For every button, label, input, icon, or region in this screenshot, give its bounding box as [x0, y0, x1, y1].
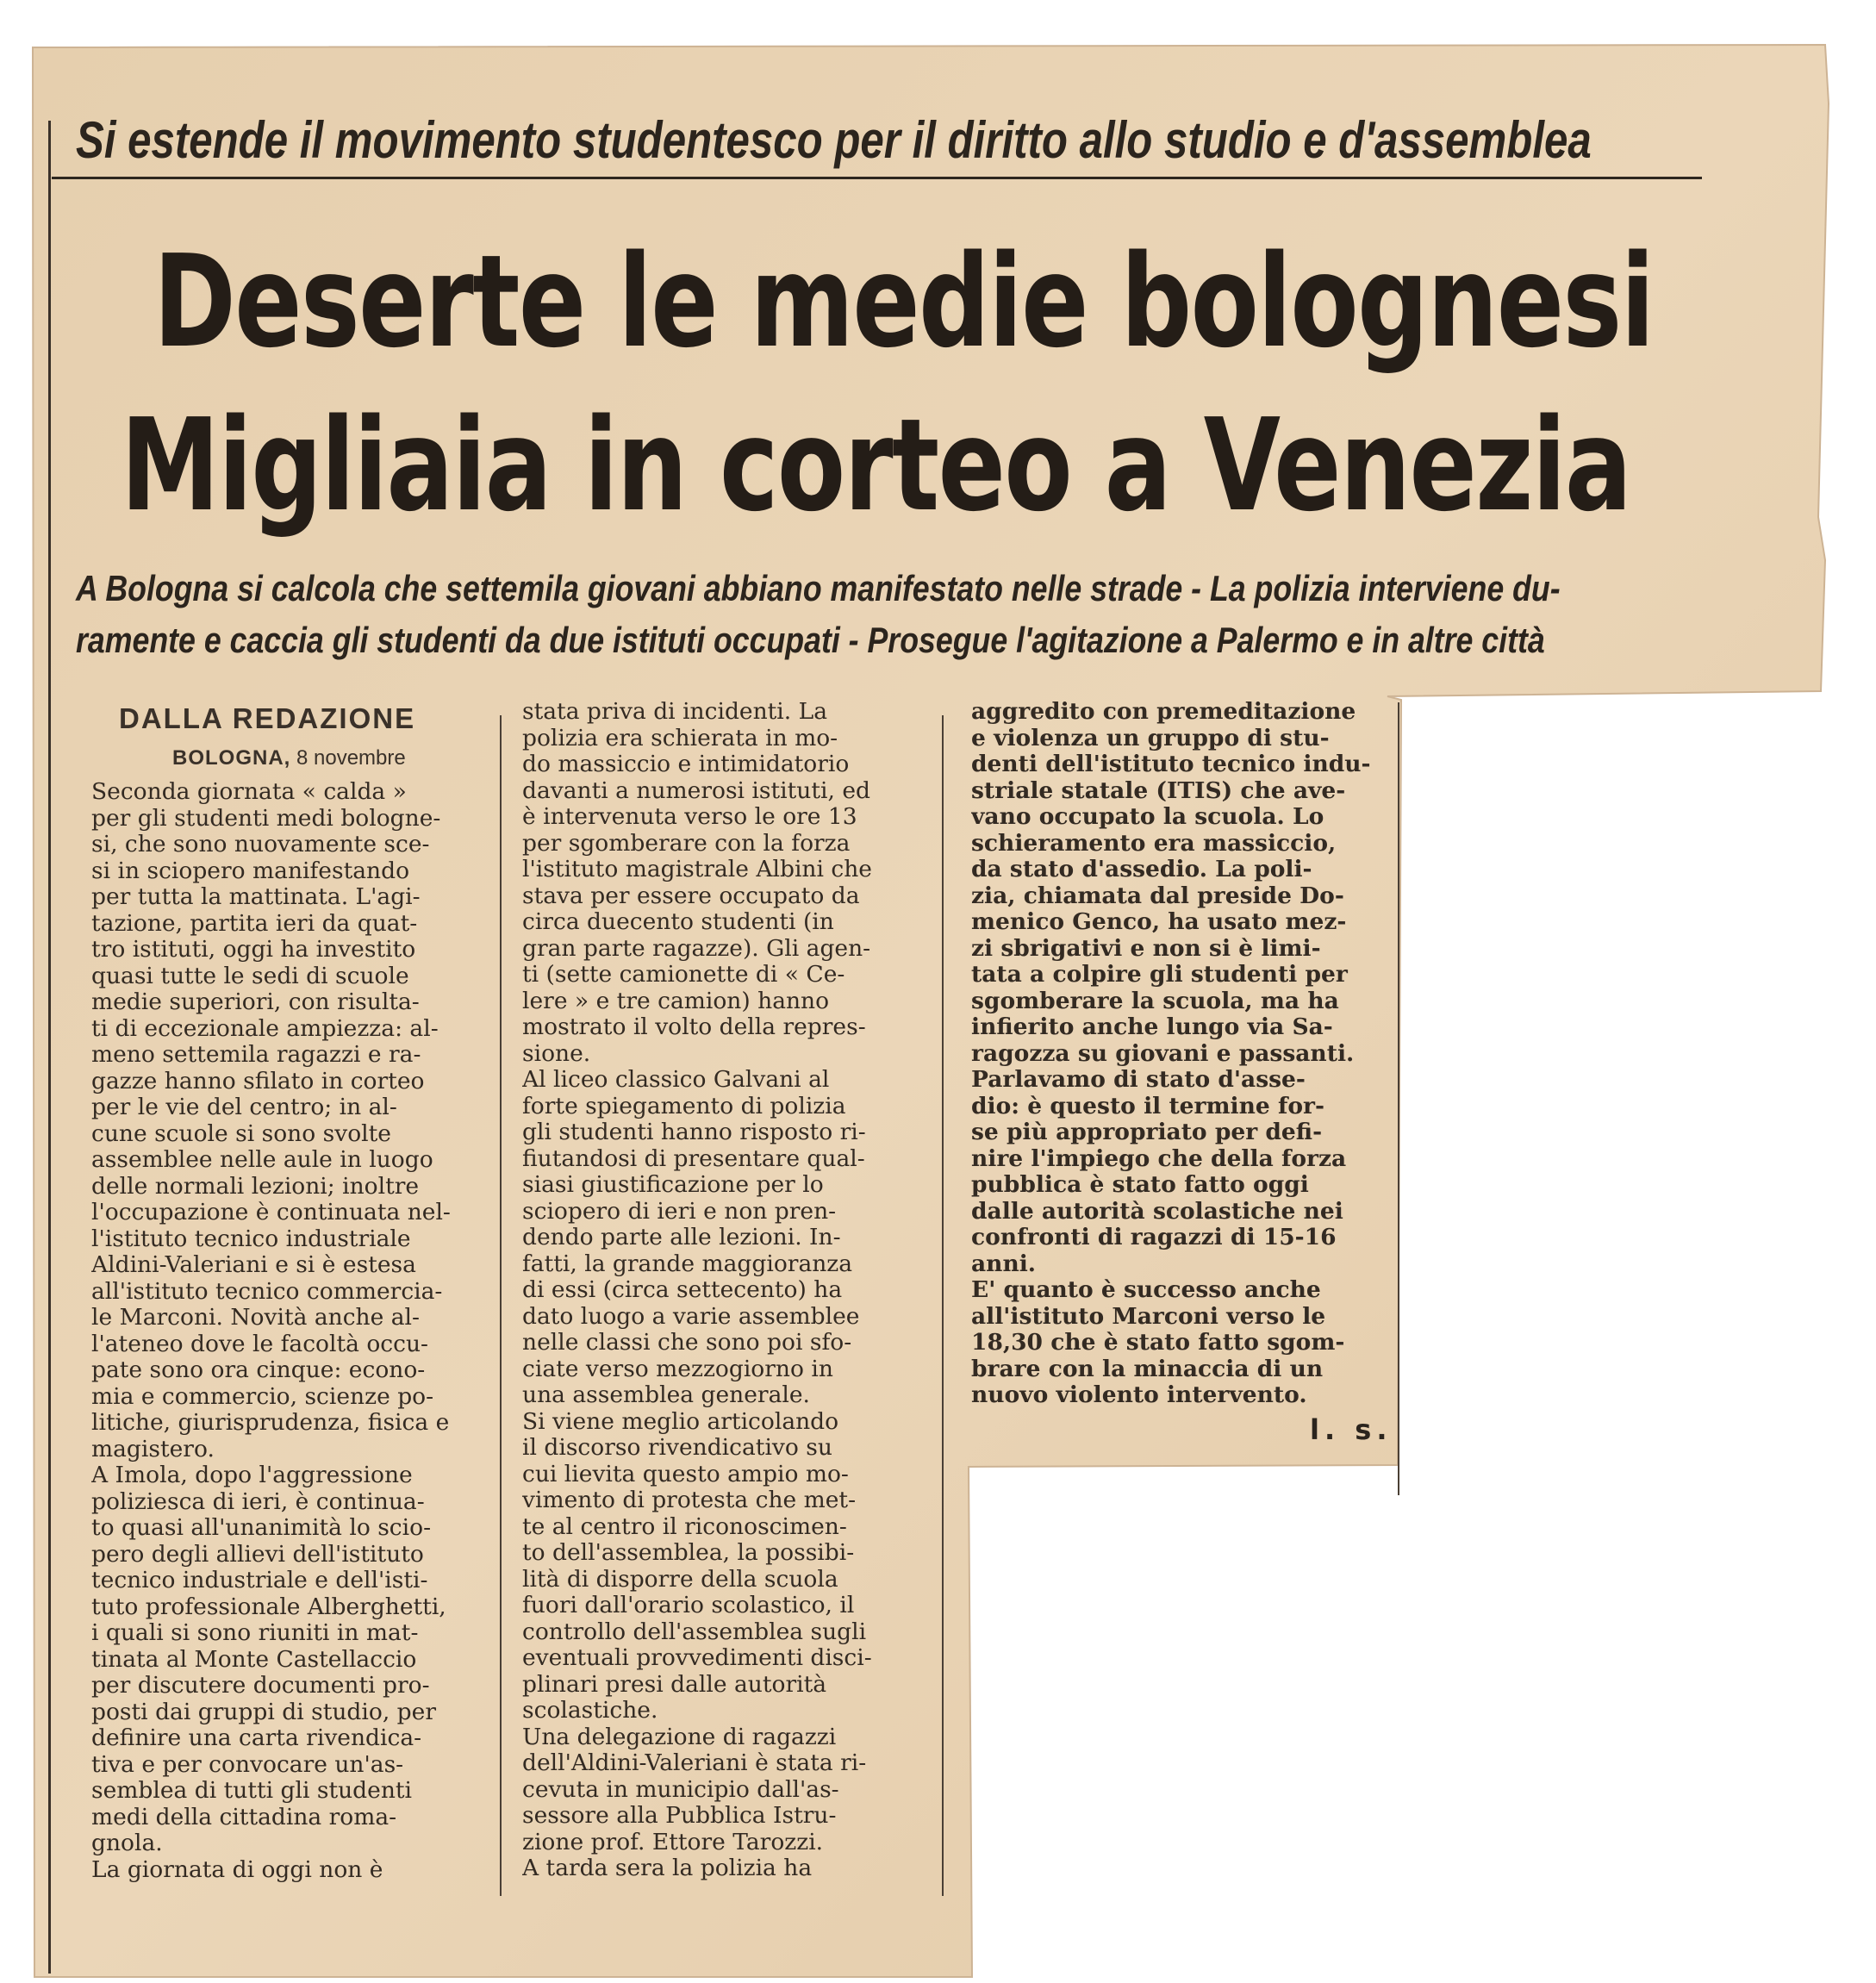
text-line: dell'Aldini-Valeriani è stata ri-: [522, 1750, 867, 1776]
text-line: cevuta in municipio dall'as-: [522, 1776, 839, 1803]
text-line: meno settemila ragazzi e ra-: [91, 1042, 421, 1068]
text-line: gazze hanno sfilato in corteo: [91, 1068, 425, 1094]
text-line: ti di eccezionale ampiezza: al-: [91, 1015, 439, 1042]
text-line: lere » e tre camion) hanno: [522, 988, 830, 1014]
text-line: siasi giustificazione per lo: [522, 1172, 824, 1198]
text-line: per gli studenti medi bologne-: [91, 805, 441, 832]
text-line: nuovo violento intervento.: [971, 1382, 1307, 1408]
main-headline-line-1: Deserte le medie bolognesi: [153, 228, 1654, 376]
text-line: 18,30 che è stato fatto sgom-: [971, 1330, 1345, 1356]
text-line: di essi (circa settecento) ha: [522, 1277, 843, 1303]
text-line: definire una carta rivendica-: [91, 1725, 422, 1751]
kicker-headline: Si estende il movimento studentesco per il diritto allo studio e d'assemblea: [76, 111, 1592, 169]
text-line: E' quanto è successo anche: [971, 1277, 1321, 1303]
text-line: circa duecento studenti (in: [522, 909, 834, 935]
text-line: polizia era schierata in mo-: [522, 725, 838, 751]
text-line: ti (sette camionette di « Ce-: [522, 962, 845, 988]
dateline-date: 8 novembre: [296, 746, 406, 770]
text-line: La giornata di oggi non è: [91, 1856, 383, 1883]
text-line: semblea di tutti gli studenti: [91, 1778, 413, 1804]
text-line: brare con la minaccia di un: [971, 1356, 1324, 1382]
text-line: striale statale (ITIS) che ave-: [971, 777, 1346, 804]
text-line: Aldini-Valeriani e si è estesa: [91, 1252, 416, 1278]
text-line: fatti, la grande maggioranza: [522, 1250, 853, 1277]
text-line: tro istituti, oggi ha investito: [91, 937, 416, 963]
text-line: eventuali provvedimenti disci-: [522, 1645, 872, 1671]
text-line: sessore alla Pubblica Istru-: [522, 1803, 837, 1829]
text-line: poliziesca di ieri, è continua-: [91, 1488, 425, 1515]
text-line: l'occupazione è continuata nel-: [91, 1200, 451, 1225]
text-line: vimento di protesta che met-: [522, 1487, 857, 1513]
text-line: dio: è questo il termine for-: [971, 1093, 1324, 1119]
text-line: tata a colpire gli studenti per: [971, 962, 1348, 988]
text-line: menico Genco, ha usato mez-: [971, 909, 1347, 935]
text-line: i quali si sono riuniti in mat-: [91, 1620, 419, 1646]
text-line: ragozza su giovani e passanti.: [971, 1040, 1355, 1067]
text-line: dendo parte alle lezioni. In-: [522, 1225, 841, 1250]
text-line: delle normali lezioni; inoltre: [91, 1173, 420, 1200]
text-line: denti dell'istituto tecnico indu-: [971, 751, 1371, 777]
text-line: per discutere documenti pro-: [91, 1673, 430, 1699]
text-line: se più appropriato per defi-: [971, 1119, 1323, 1145]
text-line: tinata al Monte Castellaccio: [91, 1646, 417, 1673]
text-line: gli studenti hanno risposto ri-: [522, 1119, 866, 1145]
text-line: gran parte ragazze). Gli agen-: [522, 935, 871, 962]
main-headline-line-2: Migliaia in corteo a Venezia: [121, 391, 1631, 539]
kicker-rule: [52, 177, 1702, 179]
text-line: zione prof. Ettore Tarozzi.: [522, 1829, 824, 1855]
article-column-1: [91, 779, 475, 1883]
text-line: confronti di ragazzi di 15-16: [971, 1225, 1337, 1250]
text-line: stata priva di incidenti. La: [522, 699, 828, 725]
text-line: l'istituto tecnico industriale: [91, 1225, 411, 1252]
text-line: Al liceo classico Galvani al: [522, 1067, 830, 1093]
author-signoff: l. s.: [1310, 1413, 1393, 1446]
text-line: stava per essere occupato da: [522, 882, 860, 909]
text-line: do massiccio e intimidatorio: [522, 751, 850, 777]
text-line: l'istituto magistrale Albini che: [522, 857, 872, 882]
text-line: tuto professionale Alberghetti,: [91, 1593, 446, 1620]
text-line: zi sbrigativi e non si è limi-: [971, 935, 1321, 962]
text-line: e violenza un gruppo di stu-: [971, 725, 1330, 751]
text-line: sciopero di ieri e non pren-: [522, 1198, 837, 1225]
text-line: è intervenuta verso le ore 13: [522, 804, 857, 830]
text-line: sgomberare la scuola, ma ha: [971, 988, 1339, 1014]
text-line: per sgomberare con la forza: [522, 830, 851, 857]
text-line: fuori dall'orario scolastico, il: [522, 1593, 855, 1618]
text-line: dalle autorità scolastiche nei: [971, 1198, 1343, 1225]
text-line: posti dai gruppi di studio, per: [91, 1699, 436, 1725]
text-line: quasi tutte le sedi di scuole: [91, 963, 409, 989]
text-line: forte spiegamento di polizia: [522, 1093, 846, 1119]
left-margin-rule: [48, 121, 51, 1974]
text-line: assemblee nelle aule in luogo: [91, 1147, 433, 1173]
text-line: medie superiori, con risulta-: [91, 989, 420, 1015]
text-line: Parlavamo di stato d'asse-: [971, 1067, 1306, 1093]
text-line: all'istituto tecnico commercia-: [91, 1278, 443, 1305]
column-rule-2: [942, 715, 944, 1896]
text-line: pate sono ora cinque: econo-: [91, 1357, 426, 1383]
text-line: ciate verso mezzogiorno in: [522, 1356, 833, 1382]
text-line: anni.: [971, 1250, 1036, 1277]
text-line: tiva e per convocare un'as-: [91, 1751, 404, 1778]
text-line: Una delegazione di ragazzi: [522, 1724, 837, 1750]
text-line: te al centro il riconoscimen-: [522, 1513, 847, 1540]
text-line: si in sciopero manifestando: [91, 857, 410, 884]
dateline: [172, 743, 406, 774]
text-line: aggredito con premeditazione: [971, 699, 1356, 725]
text-line: A tarda sera la polizia ha: [522, 1855, 813, 1881]
text-line: tazione, partita ieri da quat-: [91, 910, 418, 937]
text-line: all'istituto Marconi verso le: [971, 1303, 1326, 1330]
column-rule-3: [1398, 702, 1399, 1495]
text-line: dato luogo a varie assemblee: [522, 1303, 860, 1330]
deck-line-1: A Bologna si calcola che settemila giovani abbiano manifestato nelle strade - La polizia interviene du-: [76, 568, 1561, 608]
text-line: mostrato il volto della repres-: [522, 1014, 866, 1040]
text-line: tecnico industriale e dell'isti-: [91, 1568, 428, 1593]
dateline-city: BOLOGNA,: [172, 746, 291, 770]
text-line: plinari presi dalle autorità: [522, 1671, 827, 1698]
text-line: per le vie del centro; in al-: [91, 1094, 397, 1120]
column-rule-1: [500, 715, 502, 1896]
text-line: fiutandosi di presentare qual-: [522, 1145, 865, 1172]
text-line: controllo dell'assemblea sugli: [522, 1618, 867, 1645]
text-line: vano occupato la scuola. Lo: [971, 804, 1324, 830]
text-line: pubblica è stato fatto oggi: [971, 1172, 1309, 1198]
text-line: pero degli allievi dell'istituto: [91, 1541, 424, 1568]
text-line: da stato d'assedio. La poli-: [971, 857, 1312, 882]
text-line: cune scuole si sono svolte: [91, 1120, 391, 1147]
text-line: lità di disporre della scuola: [522, 1566, 838, 1593]
text-line: sione.: [522, 1040, 591, 1067]
text-line: magistero.: [91, 1436, 215, 1462]
text-line: il discorso rivendicativo su: [522, 1435, 832, 1461]
text-line: per tutta la mattinata. L'agi-: [91, 884, 421, 910]
byline-title: DALLA REDAZIONE: [119, 702, 416, 734]
text-line: schieramento era massiccio,: [971, 830, 1337, 857]
text-line: mia e commercio, scienze po-: [91, 1383, 434, 1410]
text-line: davanti a numerosi istituti, ed: [522, 777, 870, 804]
text-line: le Marconi. Novità anche al-: [91, 1305, 420, 1331]
text-line: l'ateneo dove le facoltà occu-: [91, 1331, 429, 1357]
text-line: A Imola, dopo l'aggressione: [91, 1462, 413, 1488]
text-line: nire l'impiego che della forza: [971, 1145, 1347, 1172]
article-column-3: [971, 699, 1378, 1409]
text-line: gnola.: [91, 1830, 163, 1856]
text-line: si, che sono nuovamente sce-: [91, 832, 430, 857]
text-line: medi della cittadina roma-: [91, 1804, 397, 1830]
text-line: to dell'assemblea, la possibi-: [522, 1540, 855, 1566]
text-line: infierito anche lungo via Sa-: [971, 1014, 1333, 1040]
article-column-2: [522, 699, 926, 1882]
text-line: to quasi all'unanimità lo scio-: [91, 1515, 432, 1541]
text-line: zia, chiamata dal preside Do-: [971, 882, 1344, 909]
text-line: Seconda giornata « calda »: [91, 779, 407, 805]
deck-line-2: ramente e caccia gli studenti da due istituti occupati - Prosegue l'agitazione a Palermo e in altre città: [76, 620, 1545, 660]
text-line: litiche, giurisprudenza, fisica e: [91, 1410, 450, 1436]
text-line: Si viene meglio articolando: [522, 1408, 839, 1435]
text-line: una assemblea generale.: [522, 1382, 810, 1408]
text-line: cui lievita questo ampio mo-: [522, 1461, 849, 1487]
text-line: scolastiche.: [522, 1698, 658, 1724]
text-line: nelle classi che sono poi sfo-: [522, 1330, 852, 1356]
